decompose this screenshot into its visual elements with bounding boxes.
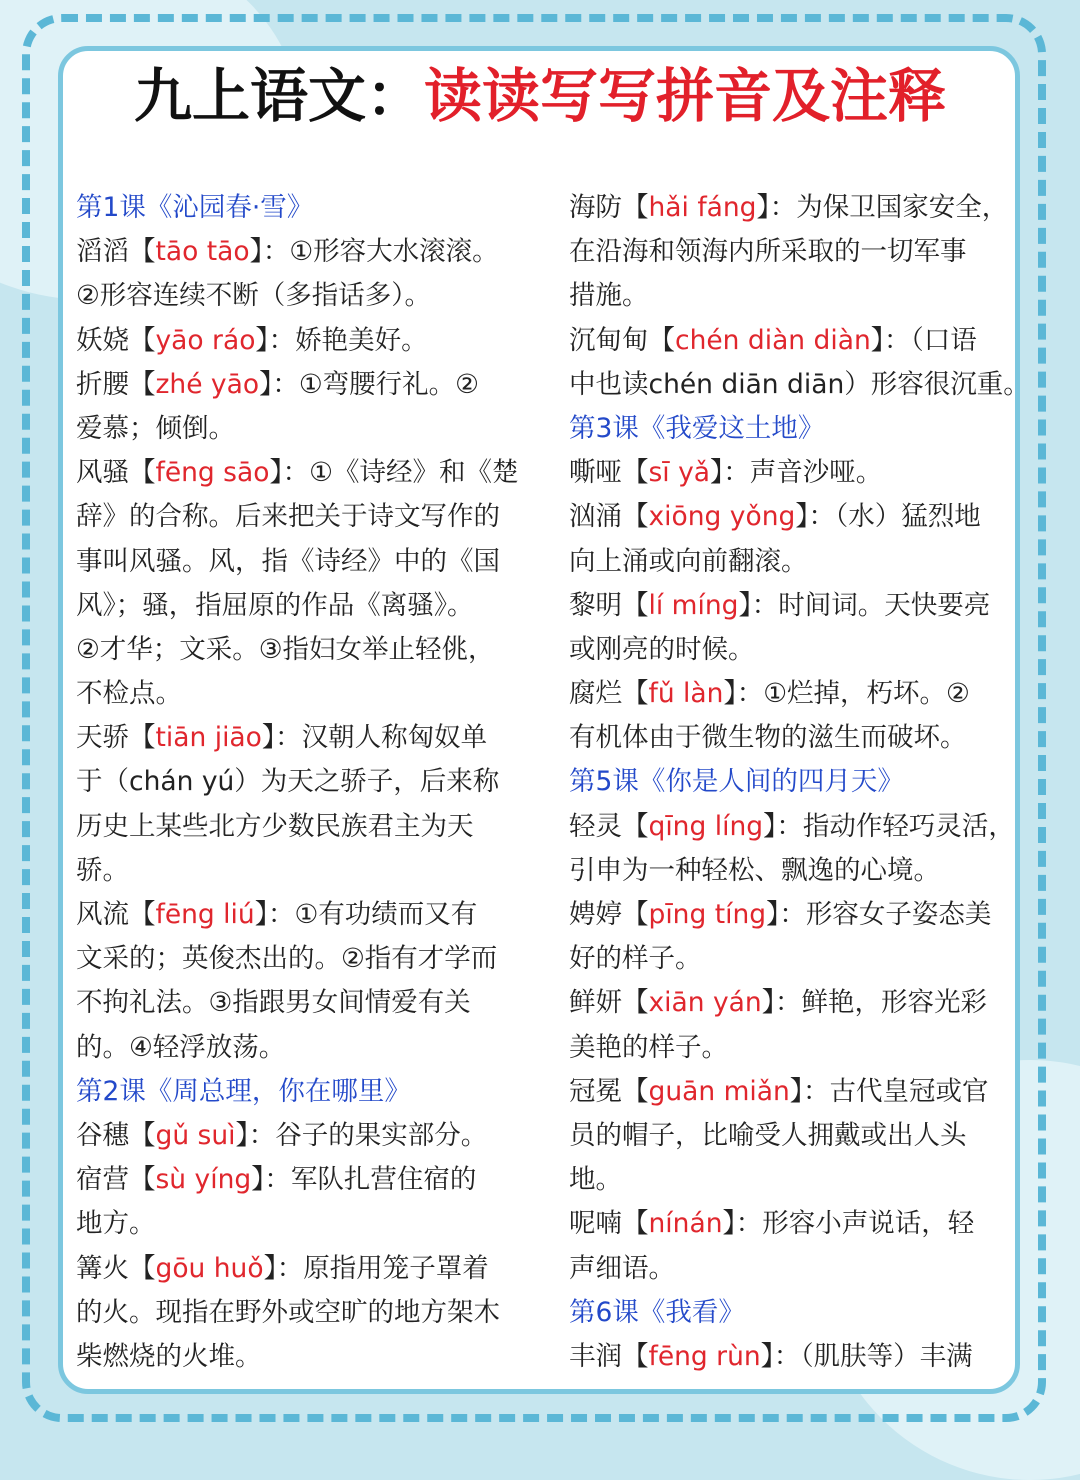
title-prefix: 九上语文： (133, 62, 424, 130)
text-line (569, 495, 1014, 539)
lesson-title: 第3课《我爱这土地》 (569, 412, 825, 444)
text-line (569, 893, 1014, 937)
text-line (569, 319, 1014, 363)
text-line (569, 451, 1014, 495)
page-title (0, 56, 1080, 136)
text-segment: 风骚【 (76, 457, 156, 489)
text-segment: 辞》的合称。后来把关于诗文写作的 (76, 501, 500, 533)
text-segment: 风》；骚，指屈原的作品《离骚》。 (76, 589, 474, 621)
text-segment: 历史上某些北方少数民族君主为天 (76, 810, 474, 842)
text-segment: 】：军队扎营住宿的 (251, 1164, 477, 1196)
pinyin: tiān jiāo (155, 722, 262, 754)
pinyin: pīng tíng (648, 899, 767, 930)
text-segment: 】：汉朝人称匈奴单 (261, 722, 488, 754)
text-segment: 】：时间词。天快要亮 (738, 589, 991, 621)
text-line (76, 540, 516, 584)
text-segment: 在沿海和领海内所采取的一切军事 (569, 236, 967, 268)
text-segment: 轻灵【 (569, 810, 649, 842)
text-line (76, 628, 516, 672)
lesson-title: 第5课《你是人间的四月天》 (569, 766, 904, 798)
pinyin: nínán (648, 1208, 723, 1240)
text-segment: 于（chán yú）为天之骄子，后来称 (76, 766, 500, 798)
pinyin: yāo ráo (155, 324, 256, 356)
title-highlight: 读读写写拼音及注释 (424, 62, 947, 130)
text-segment: 沉甸甸【 (569, 324, 675, 356)
pinyin: guān miǎn (648, 1075, 790, 1107)
text-segment: 事叫风骚。风，指《诗经》中的《国 (76, 545, 500, 577)
text-segment: 篝火【 (76, 1252, 156, 1284)
text-segment: 员的帽子，比喻受人拥戴或出人头 (569, 1119, 967, 1151)
text-line (76, 805, 516, 849)
left-column (76, 186, 519, 1379)
text-segment: 柴燃烧的火堆。 (76, 1340, 262, 1372)
text-line (569, 1202, 1014, 1246)
text-segment: 】：形容女子姿态美 (766, 899, 992, 930)
text-line (76, 716, 516, 760)
pinyin: lí míng (648, 589, 739, 621)
text-segment: 妖娆【 (76, 324, 156, 356)
text-segment: 】：（水）猛烈地 (795, 501, 981, 533)
text-line (76, 760, 516, 804)
text-line (76, 274, 516, 318)
text-segment: 地方。 (76, 1208, 156, 1240)
text-line (569, 584, 1014, 628)
text-segment: 】：①烂掉，朽坏。② (723, 678, 970, 710)
text-segment: 】：①有功绩而又有 (254, 899, 478, 930)
text-line (569, 628, 1014, 672)
pinyin: chén diàn diàn (675, 324, 871, 356)
text-line (76, 495, 516, 539)
pinyin: fēng liú (155, 899, 255, 930)
text-segment: 鲜妍【 (569, 987, 649, 1019)
text-line (76, 319, 516, 363)
text-segment: 文采的；英俊杰出的。②指有才学而 (76, 943, 498, 975)
pinyin: gǔ suì (155, 1119, 236, 1151)
text-line (76, 407, 516, 451)
lesson-title: 第6课《我看》 (569, 1296, 745, 1328)
text-line (76, 584, 516, 628)
text-segment: 】：形容小声说话，轻 (722, 1208, 975, 1240)
text-line (569, 672, 1014, 716)
text-segment: ②形容连续不断（多指话多）。 (76, 280, 432, 312)
lesson-heading (569, 760, 1014, 804)
text-segment: 腐烂【 (569, 678, 649, 710)
text-line (569, 849, 1014, 893)
text-segment: 不检点。 (76, 678, 182, 710)
text-line (569, 1070, 1014, 1114)
text-segment: 】：①形容大水滚滚。 (249, 236, 499, 268)
text-line (569, 716, 1014, 760)
text-segment: 】：为保卫国家安全， (756, 192, 1009, 223)
text-segment: 的火。现指在野外或空旷的地方架木 (76, 1296, 500, 1328)
text-segment: 】：鲜艳，形容光彩 (761, 987, 987, 1019)
text-line (76, 1335, 516, 1379)
text-line (569, 1026, 1014, 1070)
pinyin: fēng sāo (155, 457, 270, 489)
text-segment: 引申为一种轻松、飘逸的心境。 (569, 854, 940, 886)
text-line (76, 1026, 516, 1070)
text-segment: 爱慕；倾倒。 (76, 412, 235, 444)
pinyin: sù yíng (155, 1164, 252, 1196)
pinyin: xiān yán (648, 987, 762, 1019)
text-line (76, 230, 516, 274)
text-line (76, 1202, 516, 1246)
text-line (569, 540, 1014, 584)
text-segment: 冠冕【 (569, 1075, 649, 1107)
lesson-heading (76, 1070, 516, 1114)
lesson-heading (76, 186, 516, 230)
text-line (569, 1158, 1014, 1202)
text-line (569, 1114, 1014, 1158)
lesson-heading (569, 407, 1014, 451)
text-line (569, 363, 1030, 407)
text-segment: 】：声音沙哑。 (710, 457, 883, 489)
text-segment: 】：娇艳美好。 (255, 324, 428, 356)
pinyin: fǔ làn (648, 678, 724, 710)
text-segment: 有机体由于微生物的滋生而破坏。 (569, 722, 967, 754)
lesson-heading (569, 1291, 1014, 1335)
text-segment: 向上涌或向前翻滚。 (569, 545, 808, 577)
text-segment: 滔滔【 (76, 236, 156, 268)
text-segment: 海防【 (569, 192, 649, 223)
text-line (569, 1247, 1014, 1291)
text-segment: 宿营【 (76, 1164, 156, 1196)
text-line (76, 937, 516, 981)
lesson-title: 第2课《周总理，你在哪里》 (76, 1075, 411, 1107)
text-segment: 中也读chén diān diān）形容很沉重。 (569, 368, 1030, 400)
text-segment: 风流【 (76, 899, 156, 930)
text-segment: 折腰【 (76, 368, 156, 400)
text-line (569, 186, 1014, 230)
text-segment: 】：①弯腰行礼。② (259, 368, 479, 400)
text-segment: 地。 (569, 1164, 622, 1196)
pinyin: gōu huǒ (155, 1252, 264, 1284)
lesson-title: 第1课《沁园春·雪》 (76, 192, 314, 223)
text-line (569, 937, 1014, 981)
text-line (76, 981, 516, 1025)
text-segment: 】：原指用笼子罩着 (263, 1252, 489, 1284)
text-line (76, 1114, 516, 1158)
text-line (76, 893, 516, 937)
text-segment: 娉婷【 (569, 899, 649, 930)
text-segment: 】：①《诗经》和《楚 (269, 457, 519, 489)
pinyin: xiōng yǒng (648, 501, 796, 533)
text-segment: 】：（口语 (870, 324, 977, 356)
text-segment: 天骄【 (76, 722, 156, 754)
text-segment: 声细语。 (569, 1252, 675, 1284)
text-segment: 丰润【 (569, 1340, 649, 1372)
text-segment: 不拘礼法。③指跟男女间情爱有关 (76, 987, 471, 1019)
text-segment: 】：谷子的果实部分。 (235, 1119, 488, 1151)
text-line (569, 230, 1014, 274)
text-line (76, 363, 516, 407)
text-segment: 汹涌【 (569, 501, 649, 533)
text-segment: 或刚亮的时候。 (569, 633, 755, 665)
pinyin: sī yǎ (648, 457, 711, 489)
text-line (569, 805, 1014, 849)
pinyin: tāo tāo (155, 236, 250, 268)
text-line (76, 849, 516, 893)
pinyin: fēng rùn (648, 1340, 761, 1372)
text-segment: 黎明【 (569, 589, 649, 621)
text-line (76, 1291, 516, 1335)
right-column (569, 186, 1030, 1379)
text-segment: ②才华；文采。③指妇女举止轻佻， (76, 633, 495, 665)
pinyin: qīng líng (648, 810, 764, 842)
text-segment: 的。④轻浮放荡。 (76, 1031, 286, 1063)
text-line (569, 1335, 1014, 1379)
text-segment: 好的样子。 (569, 943, 702, 975)
text-segment: 谷穗【 (76, 1119, 156, 1151)
text-line (569, 274, 1014, 318)
text-line (76, 672, 516, 716)
text-line (76, 1247, 516, 1291)
text-segment: 美艳的样子。 (569, 1031, 728, 1063)
pinyin: hǎi fáng (648, 192, 757, 223)
text-segment: 嘶哑【 (569, 457, 649, 489)
text-segment: 呢喃【 (569, 1208, 649, 1240)
text-segment: 措施。 (569, 280, 649, 312)
text-segment: 】：指动作轻巧灵活， (763, 810, 1015, 842)
pinyin: zhé yāo (155, 368, 260, 400)
text-segment: 】：（肌肤等）丰满 (760, 1340, 973, 1372)
text-segment: 骄。 (76, 854, 129, 886)
text-line (76, 1158, 516, 1202)
text-segment: 】：古代皇冠或官 (789, 1075, 989, 1107)
text-line (569, 981, 1014, 1025)
text-line (76, 451, 519, 495)
